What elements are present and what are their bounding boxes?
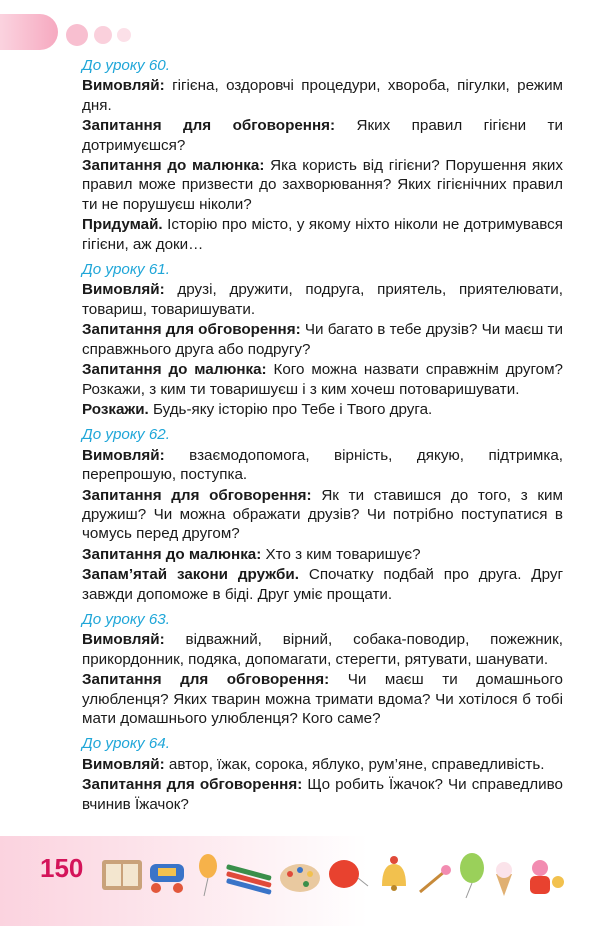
toy-icon	[530, 860, 564, 894]
lesson-title: До уроку 61.	[82, 261, 170, 279]
book-icon	[102, 860, 142, 890]
roller-skate-icon	[150, 864, 184, 893]
paragraph	[82, 156, 563, 214]
paragraph	[82, 446, 563, 485]
term: Запитання для обговорення:	[82, 486, 312, 504]
text: гігієна, оздоровчі процедури, хвороба, пігулки, режим дня.	[82, 77, 563, 114]
balloon-icon	[199, 854, 217, 896]
page-content	[82, 56, 563, 820]
ice-cream-icon	[496, 862, 512, 896]
lesson-title: До уроку 62.	[82, 426, 170, 444]
term: Вимовляй:	[82, 77, 165, 95]
wand-icon	[420, 865, 451, 892]
term: Запитання до малюнка:	[82, 545, 262, 563]
balloon-icon	[329, 860, 368, 888]
paragraph	[82, 755, 563, 774]
bell-icon	[382, 856, 406, 891]
term: Вимовляй:	[82, 446, 165, 464]
term: Вимовляй:	[82, 755, 165, 773]
term: Запитання для обговорення:	[82, 117, 336, 135]
decoration-dot	[94, 26, 112, 44]
paragraph	[82, 670, 563, 728]
lesson-61	[82, 260, 563, 419]
term: Запитання для обговорення:	[82, 321, 301, 339]
text: автор, їжак, сорока, яблуко, рум’яне, справедливість.	[164, 755, 545, 773]
text: Історію про місто, у якому ніхто ніколи не дотримувався гігієни, аж доки…	[82, 216, 563, 253]
text: Чи маєш ти домашнього улюбленця? Яких тварин можна тримати вдома? Чи хотілося б тобі мати домашнього улюбленця? Кого саме?	[82, 671, 563, 727]
paragraph	[82, 116, 563, 155]
lesson-62	[82, 425, 563, 604]
term: Запитання до малюнка:	[82, 361, 267, 379]
paragraph	[82, 775, 563, 814]
top-decoration-bar	[0, 14, 58, 50]
term: Запитання для обговорення:	[82, 776, 303, 794]
paragraph	[82, 486, 563, 544]
lesson-64	[82, 734, 563, 814]
lesson-60	[82, 56, 563, 254]
term: Вимовляй:	[82, 281, 165, 299]
term: Вимовляй:	[82, 631, 165, 649]
term: Запитання до малюнка:	[82, 157, 265, 175]
lesson-title: До уроку 64.	[82, 735, 170, 753]
decoration-dot	[66, 24, 88, 46]
lesson-title: До уроку 63.	[82, 610, 170, 628]
text: Яких правил гігієни ти дотримуєшся?	[82, 117, 563, 154]
text: Чи багато в тебе друзів? Чи маєш ти справжнього друга або подругу?	[82, 321, 563, 358]
paragraph	[82, 76, 563, 115]
text: Кого можна назвати справжнім другом? Розкажи, з ким ти товаришуєш і з ким хочеш потоваришувати.	[82, 361, 563, 398]
illustration-strip	[100, 846, 570, 900]
term: Придумай.	[82, 216, 163, 234]
term: Розкажи.	[82, 400, 149, 418]
paragraph	[82, 360, 563, 399]
text: відважний, вірний, собака-поводир, пожежник, прикордонник, подяка, допомагати, стерегти, рятувати, шанувати.	[82, 631, 563, 668]
paragraph	[82, 400, 563, 419]
page-number: 150	[40, 853, 84, 883]
paragraph	[82, 545, 563, 564]
paragraph	[82, 280, 563, 319]
text: взаємодопомога, вірність, дякую, підтримка, перепрошую, поступка.	[82, 446, 563, 484]
palette-icon	[280, 864, 320, 892]
text: Спочатку подбай про друга. Друг завжди допоможе в біді. Друг уміє прощати.	[82, 566, 563, 603]
text: друзі, дружити, подруга, приятель, приятелювати, товариш, товаришувати.	[82, 281, 563, 318]
balloon-icon	[460, 853, 484, 898]
pencils-icon	[226, 864, 272, 895]
term: Запам’ятай закони дружби.	[82, 566, 299, 584]
text: Як ти ставишся до того, з ким дружиш? Чи можна ображати друзів? Чи потрібно поступатися в чомусь перед другом?	[82, 486, 563, 543]
lesson-63	[82, 610, 563, 728]
paragraph	[82, 565, 563, 604]
term: Запитання для обговорення:	[82, 671, 330, 689]
lesson-title: До уроку 60.	[82, 57, 170, 74]
paragraph	[82, 320, 563, 359]
decoration-dot	[117, 28, 131, 42]
text: Хто з ким товаришує?	[261, 545, 421, 563]
text: Будь-яку історію про Тебе і Твого друга.	[148, 400, 433, 418]
paragraph	[82, 630, 563, 669]
text: Що робить Їжачок? Чи справедливо вчинив Їжачок?	[82, 776, 563, 813]
paragraph	[82, 215, 563, 254]
text: Яка користь від гігієни? Порушення яких правил може призвести до захворювання? Яких гігієнічних правил ти не порушуєш ніколи?	[82, 157, 563, 213]
